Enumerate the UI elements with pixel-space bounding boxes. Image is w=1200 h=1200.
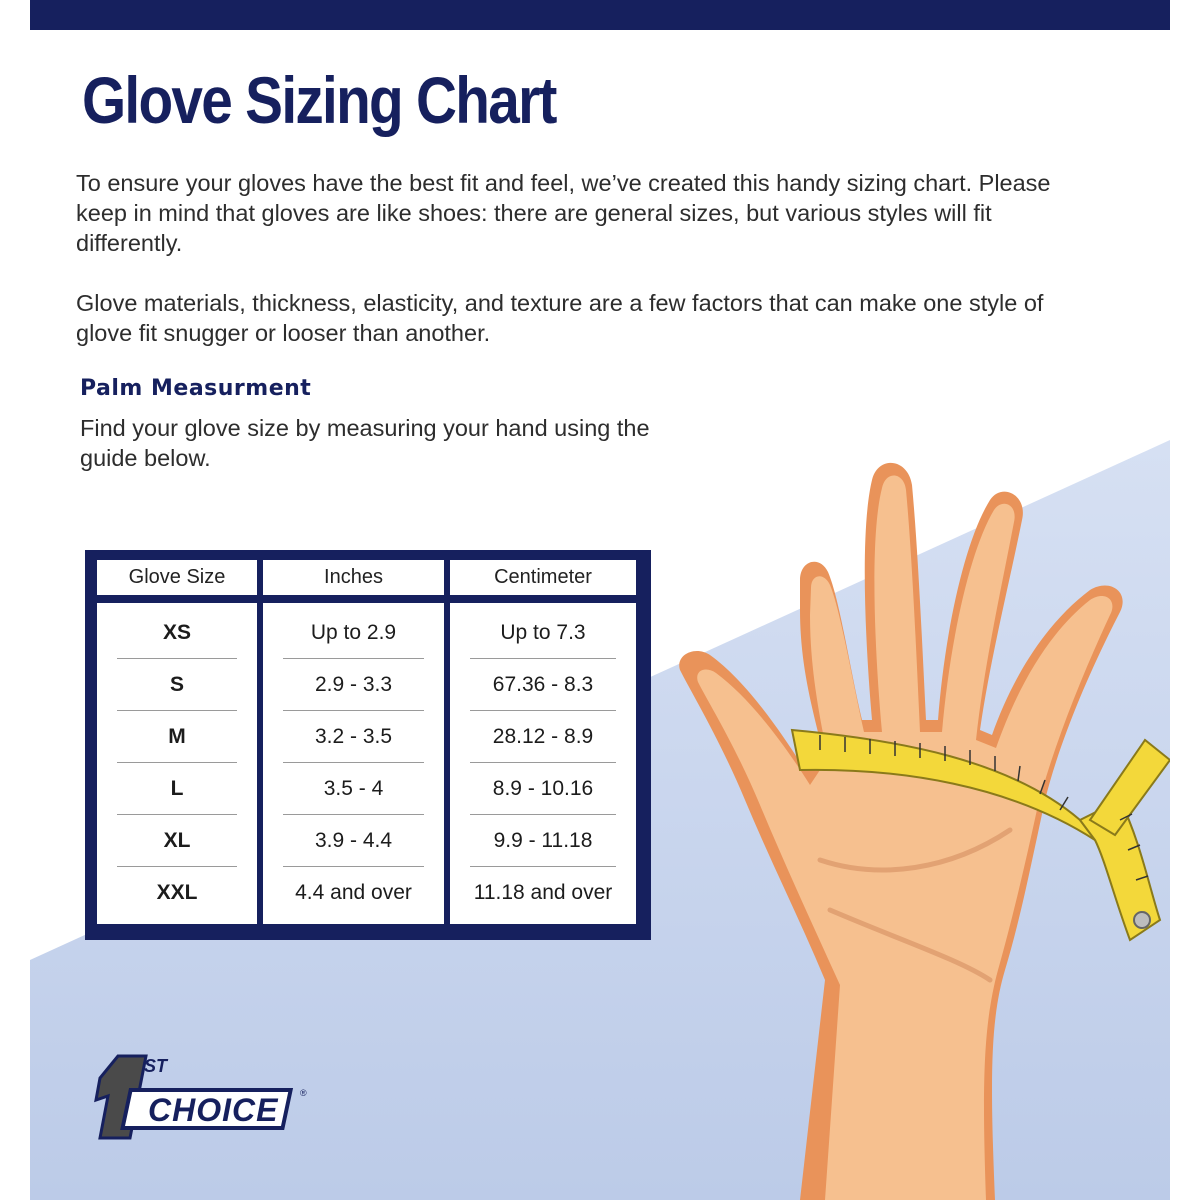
inches-column (263, 560, 444, 924)
intro-paragraph-1: To ensure your gloves have the best fit and feel, we’ve created this handy sizing chart. Please keep in mind that gloves are like shoes: there are general sizes, but various styles will fit differently. (76, 170, 1051, 256)
inches-cell-l: 3.5 - 4 (263, 763, 444, 815)
cm-cell-l: 8.9 - 10.16 (450, 763, 636, 815)
centimeter-header: Centimeter (450, 560, 636, 595)
svg-text:ST: ST (144, 1056, 168, 1076)
size-cell-s: S (97, 659, 257, 711)
svg-text:CHOICE: CHOICE (148, 1092, 279, 1128)
top-bar (30, 0, 1170, 30)
cm-cell-xl: 9.9 - 11.18 (450, 815, 636, 867)
cm-cell-xs: Up to 7.3 (450, 607, 636, 659)
palm-heading: Palm Measurment (80, 376, 312, 401)
centimeter-column (450, 560, 636, 924)
cm-cell-s: 67.36 - 8.3 (450, 659, 636, 711)
inches-cell-xs: Up to 2.9 (263, 607, 444, 659)
palm-instructions: Find your glove size by measuring your hand using the guide below. (80, 415, 650, 471)
svg-text:®: ® (300, 1088, 307, 1098)
inches-header: Inches (263, 560, 444, 595)
size-cell-xl: XL (97, 815, 257, 867)
first-choice-logo-icon (88, 1046, 328, 1146)
inches-cell-s: 2.9 - 3.3 (263, 659, 444, 711)
size-cell-xxl: XXL (156, 881, 198, 904)
glove-sizing-page (30, 0, 1170, 1200)
size-table (85, 550, 651, 940)
intro-paragraph-2: Glove materials, thickness, elasticity, and texture are a few factors that can make one style of glove fit snugger or looser than another. (76, 290, 1044, 346)
inches-cell-xl: 3.9 - 4.4 (263, 815, 444, 867)
inches-cell-m: 3.2 - 3.5 (263, 711, 444, 763)
inches-cell-xxl: 4.4 and over (295, 881, 412, 904)
cm-cell-xxl: 11.18 and over (473, 881, 613, 904)
size-column (97, 560, 257, 924)
size-cell-l: L (97, 763, 257, 815)
hand-with-measuring-tape-icon (650, 440, 1170, 1200)
size-header: Glove Size (97, 560, 257, 595)
cm-cell-m: 28.12 - 8.9 (450, 711, 636, 763)
page-title: Glove Sizing Chart (82, 63, 556, 137)
size-cell-xs: XS (97, 607, 257, 659)
size-cell-m: M (97, 711, 257, 763)
